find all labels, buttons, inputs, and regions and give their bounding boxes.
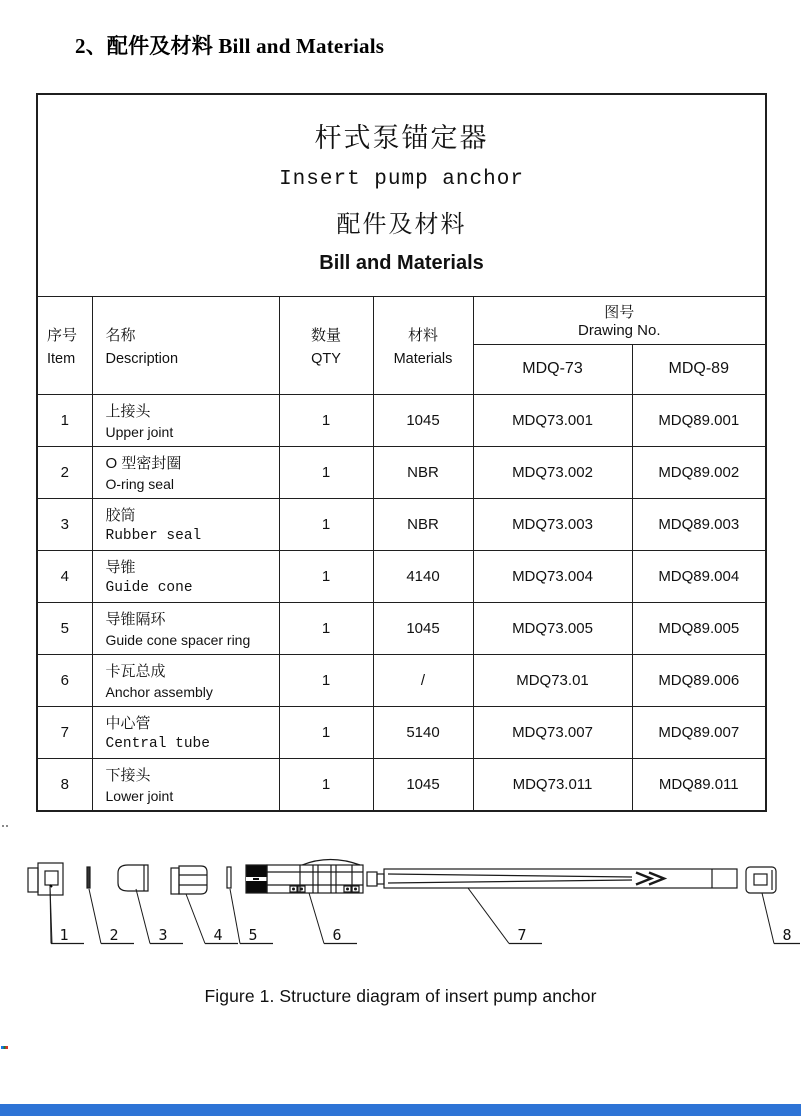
structure-diagram: [0, 848, 801, 958]
desc-zh: 下接头: [105, 767, 151, 784]
table-row: [37, 654, 766, 706]
cell-material: NBR: [373, 498, 473, 550]
stray-mark: [2, 814, 10, 817]
cell-material: 5140: [373, 706, 473, 758]
header-qty-zh: 数量: [310, 326, 341, 344]
cell-material: 1045: [373, 758, 473, 811]
desc-en: Upper joint: [105, 424, 174, 440]
cell-qty: 1: [279, 394, 373, 446]
stray-dot: [1, 1046, 8, 1049]
desc-en: O-ring seal: [105, 476, 174, 492]
cell-mdq89: MDQ89.003: [632, 498, 766, 550]
cell-description: [92, 654, 279, 706]
cell-item: 1: [37, 394, 92, 446]
cell-qty: 1: [279, 758, 373, 811]
part-label-3: 3: [158, 926, 168, 944]
diagram-part-rubber-seal: [118, 865, 148, 891]
cell-qty: 1: [279, 446, 373, 498]
cell-description: [92, 550, 279, 602]
cell-description: [92, 446, 279, 498]
cell-mdq73: MDQ73.011: [473, 758, 632, 811]
cell-description: [92, 394, 279, 446]
part-label-1: 1: [59, 926, 69, 944]
bill-of-materials-table: [36, 93, 767, 812]
cell-item: 7: [37, 706, 92, 758]
header-materials-zh: 材料: [407, 326, 438, 344]
desc-zh: 胶筒: [105, 507, 136, 524]
header-materials-en: Materials: [393, 350, 453, 367]
table-row: [37, 446, 766, 498]
cell-item: 3: [37, 498, 92, 550]
diagram-part-labels: [59, 926, 791, 944]
table-title-en: Insert pump anchor: [279, 167, 524, 191]
cell-mdq73: MDQ73.007: [473, 706, 632, 758]
cell-material: /: [373, 654, 473, 706]
diagram-part-anchor-assembly: [246, 860, 363, 894]
diagram-part-lower-joint: [746, 867, 776, 893]
desc-zh: 导锥: [105, 559, 136, 576]
cell-mdq73: MDQ73.005: [473, 602, 632, 654]
cell-material: 4140: [373, 550, 473, 602]
cell-item: 6: [37, 654, 92, 706]
part-label-8: 8: [782, 926, 792, 944]
diagram-part-upper-joint: [28, 863, 63, 895]
cell-description: [92, 602, 279, 654]
cell-description: [92, 706, 279, 758]
header-desc-en: Description: [105, 350, 179, 367]
table-row: [37, 602, 766, 654]
header-drawing-en: Drawing No.: [577, 322, 661, 340]
cell-qty: 1: [279, 602, 373, 654]
page-title: 2、配件及材料 Bill and Materials: [75, 34, 385, 58]
cell-mdq73: MDQ73.001: [473, 394, 632, 446]
desc-en: Guide cone spacer ring: [105, 632, 251, 648]
diagram-part-spacer-ring: [227, 867, 231, 888]
cell-item: 8: [37, 758, 92, 811]
header-item-zh: 序号: [47, 326, 78, 344]
diagram-part-oring: [87, 867, 90, 888]
table-subtitle-zh: 配件及材料: [336, 209, 467, 238]
header-qty-en: QTY: [311, 350, 341, 367]
desc-en: Lower joint: [105, 788, 174, 804]
part-label-4: 4: [213, 926, 223, 944]
cell-mdq89: MDQ89.011: [632, 758, 766, 811]
table-title-cell: [37, 94, 766, 296]
cell-qty: 1: [279, 498, 373, 550]
cell-material: 1045: [373, 394, 473, 446]
part-label-5: 5: [248, 926, 258, 944]
header-item: [37, 296, 92, 394]
part-label-2: 2: [109, 926, 119, 944]
cell-material: 1045: [373, 602, 473, 654]
table-row: [37, 706, 766, 758]
cell-mdq73: MDQ73.003: [473, 498, 632, 550]
part-label-7: 7: [517, 926, 527, 944]
desc-en: Guide cone: [105, 580, 193, 596]
desc-zh: 上接头: [105, 403, 151, 420]
table-row: [37, 394, 766, 446]
cell-mdq89: MDQ89.005: [632, 602, 766, 654]
cell-item: 2: [37, 446, 92, 498]
desc-zh: 导锥隔环: [105, 611, 166, 628]
desc-en: Rubber seal: [105, 528, 202, 544]
cell-qty: 1: [279, 550, 373, 602]
table-title-zh: 杆式泵锚定器: [314, 122, 489, 154]
desc-zh: O 型密封圈: [105, 455, 182, 472]
cell-qty: 1: [279, 706, 373, 758]
table-subtitle-en: Bill and Materials: [319, 251, 484, 274]
diagram-part-central-tube: [367, 869, 737, 888]
desc-zh: 中心管: [105, 715, 151, 732]
cell-mdq73: MDQ73.002: [473, 446, 632, 498]
table-row: [37, 498, 766, 550]
header-item-en: Item: [47, 350, 76, 367]
desc-en: Central tube: [105, 736, 210, 752]
header-mdq73: MDQ-73: [473, 344, 632, 394]
cell-description: [92, 498, 279, 550]
table-row: [37, 758, 766, 811]
cell-item: 4: [37, 550, 92, 602]
cell-mdq89: MDQ89.004: [632, 550, 766, 602]
cell-material: NBR: [373, 446, 473, 498]
cell-mdq89: MDQ89.002: [632, 446, 766, 498]
cell-mdq89: MDQ89.006: [632, 654, 766, 706]
cell-mdq73: MDQ73.004: [473, 550, 632, 602]
cell-item: 5: [37, 602, 92, 654]
part-label-6: 6: [332, 926, 342, 944]
cell-mdq73: MDQ73.01: [473, 654, 632, 706]
header-drawing-zh: 图号: [604, 304, 635, 322]
cell-mdq89: MDQ89.001: [632, 394, 766, 446]
header-mdq89: MDQ-89: [632, 344, 766, 394]
header-description: [92, 296, 279, 394]
table-header-row: [37, 296, 766, 344]
header-materials: [373, 296, 473, 394]
diagram-part-guide-cone: [171, 866, 207, 894]
desc-en: Anchor assembly: [105, 684, 213, 700]
table-row: [37, 550, 766, 602]
bottom-blue-bar: [0, 1104, 801, 1116]
header-drawing-no: [473, 296, 766, 344]
table-title-row: [37, 94, 766, 296]
header-desc-zh: 名称: [105, 326, 136, 344]
cell-qty: 1: [279, 654, 373, 706]
figure-caption: Figure 1. Structure diagram of insert pump anchor: [204, 986, 597, 1006]
header-qty: [279, 296, 373, 394]
cell-description: [92, 758, 279, 811]
desc-zh: 卡瓦总成: [105, 663, 166, 680]
cell-mdq89: MDQ89.007: [632, 706, 766, 758]
